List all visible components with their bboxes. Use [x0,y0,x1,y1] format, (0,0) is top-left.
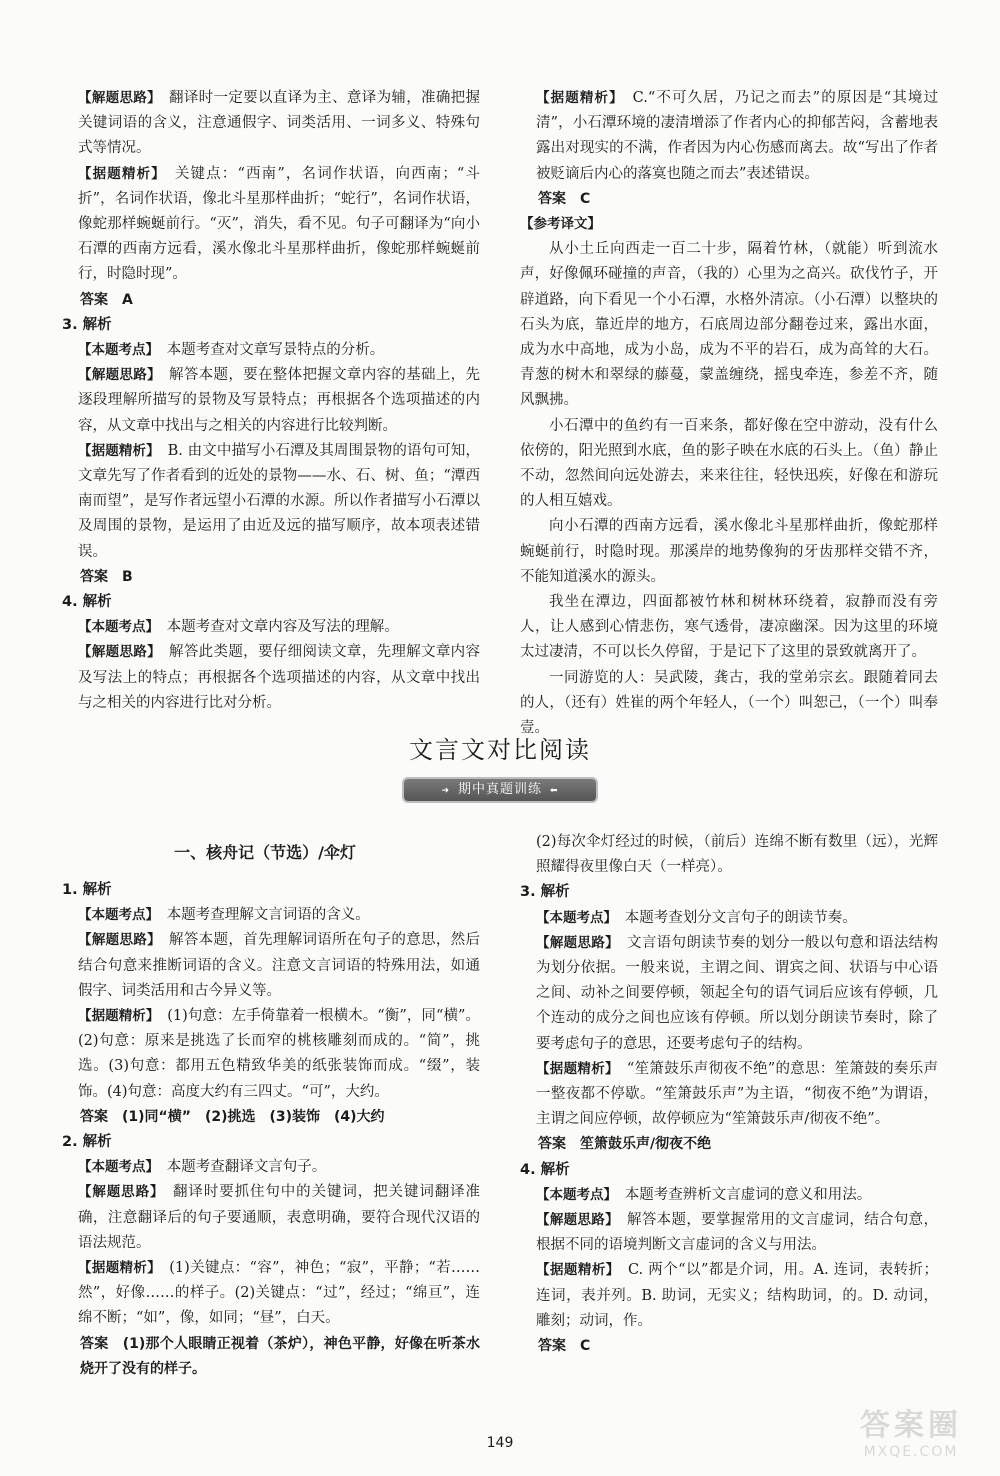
analysis-paragraph [62,338,480,363]
analysis-paragraph [62,1155,480,1180]
section-label: 【据题精析】 [78,442,153,459]
question-heading: 4. 解析 [62,594,112,611]
arrow-right-icon: ➜ [441,786,450,796]
question-heading: 1. 解析 [62,882,112,898]
analysis-paragraph [520,86,938,187]
bottom-left-column [62,878,480,1382]
analysis-text: 解答本题，要在整体把握文章内容的基础上，先逐段理解所描写的景物及写景特点；再根据各个选项描述的内容，从文章中找出与之相关的内容进行比较判断。 [78,367,481,434]
watermark-url: MXQE.COM [863,1444,959,1460]
arrow-left-icon: ⬅ [550,786,559,796]
section-label: 【据题精析】 [536,1262,614,1279]
question-heading: 4. 解析 [520,1161,570,1178]
section-label: 【解题思路】 [78,932,155,949]
translation-paragraph: 小石潭中的鱼约有一百来条，都好像在空中游动，没有什么依傍的，阳光照到水底，鱼的影子映在水底的石头上。（鱼）静止不动，忽然间向远处游去，来来往往，轻快迅疾，好像在和游玩的人相互嬉戏。 [520,417,938,510]
analysis-paragraph [62,1180,480,1256]
section-label: 【据题精析】 [536,90,618,106]
answer-line: 答案 C [538,190,591,207]
translation-paragraph: 从小土丘向西走一百二十步，隔着竹林，（就能）听到流水声，好像佩环碰撞的声音，（我的）心里为之高兴。砍伐竹子，开辟道路，向下看见一个小石潭，水格外清凉。（小石潭）以整块的石头为底，靠近岸的地方，石底周边部分翻卷过来，露出水面，成为水中高地，成为小岛，成为不平的岩石，成为高耸的大石。青葱的树木和翠绿的藤蔓，蒙盖缠绕，摇曳牵连，参差不齐，随风飘拂。 [520,241,938,409]
section-label: 【据题精析】 [78,165,160,182]
section-label: 【据题精析】 [536,1060,613,1077]
analysis-text: 翻译时要抓住句中的关键词，把关键词翻译准确，注意翻译后的句子要通顺，表意明确，要符合现代汉语的语法规范。 [78,1184,481,1251]
analysis-paragraph [520,1208,938,1258]
section-label: 【本题考点】 [78,1159,153,1176]
analysis-paragraph [62,162,480,288]
analysis-paragraph [520,1258,938,1334]
watermark-text: 答案圈 [860,1408,962,1443]
section-label: 【本题考点】 [536,1186,611,1203]
section-label: 【解题思路】 [536,934,613,951]
section-label: 【据题精析】 [78,1008,153,1025]
translation-paragraph: 我坐在潭边，四面都被竹林和树林环绕着，寂静而没有旁人，让人感到心情悲伤，寒气透骨，凄凉幽深。因为这里的环境太过凄清，不可以长久停留，于是记下了这里的景致就离开了。 [520,594,938,661]
analysis-paragraph [62,439,480,565]
translation-paragraph: 一同游览的人：吴武陵，龚古，我的堂弟宗玄。跟随着同去的人，（还有）姓崔的两个年轻人，（一个）叫恕己，（一个）叫奉壹。 [520,669,938,737]
analysis-text: 本题考查理解文言词语的含义。 [166,907,370,924]
analysis-paragraph [62,640,480,716]
section-label: 【解题思路】 [536,1212,613,1229]
top-left-column [62,86,480,716]
analysis-paragraph [62,615,480,640]
answer-continuation: (2)每次伞灯经过的时候，（前后）连绵不断有数里（远），光辉照耀得夜里像白天（一样亮）。 [536,834,938,876]
question-heading: 2. 解析 [62,1134,112,1151]
analysis-text: 文言语句朗读节奏的划分一般以句意和语法结构为划分依据。一般来说，主谓之间、谓宾之间、状语与中心语之间、动补之间要停顿，领起全句的语气词后应该有停顿，几个连动的成分之间也应该有停顿。所以划分朗读节奏时，除了要考虑句子的意思，还要考虑句子的结构。 [536,934,939,1052]
section-label: 【本题考点】 [536,909,611,926]
analysis-paragraph [520,906,938,931]
exam-training-banner [404,779,596,801]
analysis-text: C.“不可久居，乃记之而去”的原因是“其境过清”，小石潭环境的凄清增添了作者内心的抑郁苦闷，含蓄地表露出对现实的不满，作者因为内心伤感而离去。故“写出了作者被贬谪后内心的落寞也随之而去”表述错误。 [536,90,939,182]
translation-paragraph: 向小石潭的西南方远看，溪水像北斗星那样曲折，像蛇那样蜿蜒前行，时隐时现。那溪岸的地势像狗的牙齿那样交错不齐，不能知道溪水的源头。 [520,518,938,585]
question-heading: 3. 解析 [520,884,570,901]
analysis-paragraph [62,928,480,1004]
analysis-text: 本题考查对文章内容及写法的理解。 [166,619,399,636]
analysis-text: 解答本题，首先理解词语所在句子的意思，然后结合句意来推断词语的含义。注意文言词语的特殊用法，如通假字、词类活用和古今异义等。 [78,932,481,999]
answer-line: 答案 笙箫鼓乐声/彻夜不绝 [538,1136,712,1153]
analysis-text: 本题考查辨析文言虚词的意义和用法。 [624,1186,872,1203]
analysis-paragraph [520,1183,938,1208]
analysis-text: 关键点：“西南”，名词作状语，向西南；“斗折”，名词作状语，像北斗星那样曲折；“蛇行”，名词作状语，像蛇那样蜿蜒前行。“灭”，消失，看不见。句子可翻译为“向小石潭的西南方远看，溪水像北斗星那样曲折，像蛇那样蜿蜒前行，时隐时现”。 [78,165,481,283]
analysis-text: (1)关键点：“容”，神色；“寂”，平静；“若……然”，好像……的样子。(2)关键点：“过”，经过；“绵亘”，连绵不断；“如”，像，如同；“昼”，白天。 [78,1260,481,1327]
section-label: 【解题思路】 [78,367,155,384]
analysis-paragraph [62,903,480,928]
answer-line: 答案 B [80,568,133,585]
reference-translation-label: 【参考译文】 [520,216,601,233]
analysis-paragraph [520,931,938,1057]
section-label: 【本题考点】 [78,342,153,359]
watermark-logo [836,1400,986,1470]
bottom-right-column [520,830,938,1359]
subsection-title: 一、核舟记（节选）/伞灯 [174,843,356,862]
answer-line: 答案 A [80,291,133,308]
analysis-text: 本题考查翻译文言句子。 [166,1159,327,1176]
analysis-text: 翻译时一定要以直译为主、意译为辅，准确把握关键词语的含义，注意通假字、词类活用、一词多义、特殊句式等情况。 [78,90,481,157]
question-heading: 3. 解析 [62,316,112,333]
answer-line: 答案 (1)同“横” (2)挑选 (3)装饰 (4)大约 [80,1108,385,1125]
section-label: 【本题考点】 [78,619,153,636]
analysis-text: B. 由文中描写小石潭及其周围景物的语句可知，文章先写了作者看到的近处的景物——水、石、树、鱼；“潭西南而望”，是写作者远望小石潭的水源。所以作者描写小石潭以及周围的景物，是运用了由近及远的描写顺序，故本项表述错误。 [78,442,480,560]
analysis-paragraph [62,363,480,439]
banner-label: 期中真题训练 [457,782,542,797]
analysis-text: 本题考查划分文言句子的朗读节奏。 [624,909,857,926]
page-number: 149 [486,1435,514,1451]
analysis-paragraph [62,1004,480,1105]
analysis-text: C. 两个“以”都是介词，用。A. 连词，表转折；连词，表并列。B. 助词，无实义；结构助词，的。D. 动词，雕刻；动词，作。 [536,1262,939,1329]
section-label: 【解题思路】 [78,90,155,106]
section-label: 【解题思路】 [78,1184,158,1201]
section-label: 【据题精析】 [78,1260,155,1277]
top-right-column [520,86,938,741]
answer-line: 答案 C [538,1338,591,1355]
section-label: 【本题考点】 [78,907,153,924]
analysis-text: “笙箫鼓乐声彻夜不绝”的意思：笙箫鼓的奏乐声一整夜都不停歇。“笙箫鼓乐声”为主语，“彻夜不绝”为谓语，主谓之间应停顿，故停顿应为“笙箫鼓乐声/彻夜不绝”。 [536,1060,939,1128]
analysis-text: (1)句意：左手倚靠着一根横木。“衡”，同“横”。(2)句意：原来是挑选了长而窄的桃核雕刻而成的。“简”，挑选。(3)句意：都用五色精致华美的纸张装饰而成。“缀”，装饰。(4)句意：高度大约有三四丈。“可”，大约。 [78,1008,481,1100]
analysis-paragraph [62,1256,480,1332]
answer-line: 答案 (1)那个人眼睛正视着（茶炉），神色平静，好像在听茶水烧开了没有的样子。 [80,1335,480,1377]
section-label: 【解题思路】 [78,644,155,661]
analysis-paragraph [62,86,480,162]
analysis-text: 本题考查对文章写景特点的分析。 [166,342,385,359]
analysis-text: 解答此类题，要仔细阅读文章，先理解文章内容及写法上的特点；再根据各个选项描述的内容，从文章中找出与之相关的内容进行比对分析。 [78,644,481,711]
section-title: 文言文对比阅读 [409,736,591,764]
analysis-text: 解答本题，要掌握常用的文言虚词，结合句意，根据不同的语境判断文言虚词的含义与用法。 [536,1212,939,1254]
analysis-paragraph [520,1057,938,1133]
